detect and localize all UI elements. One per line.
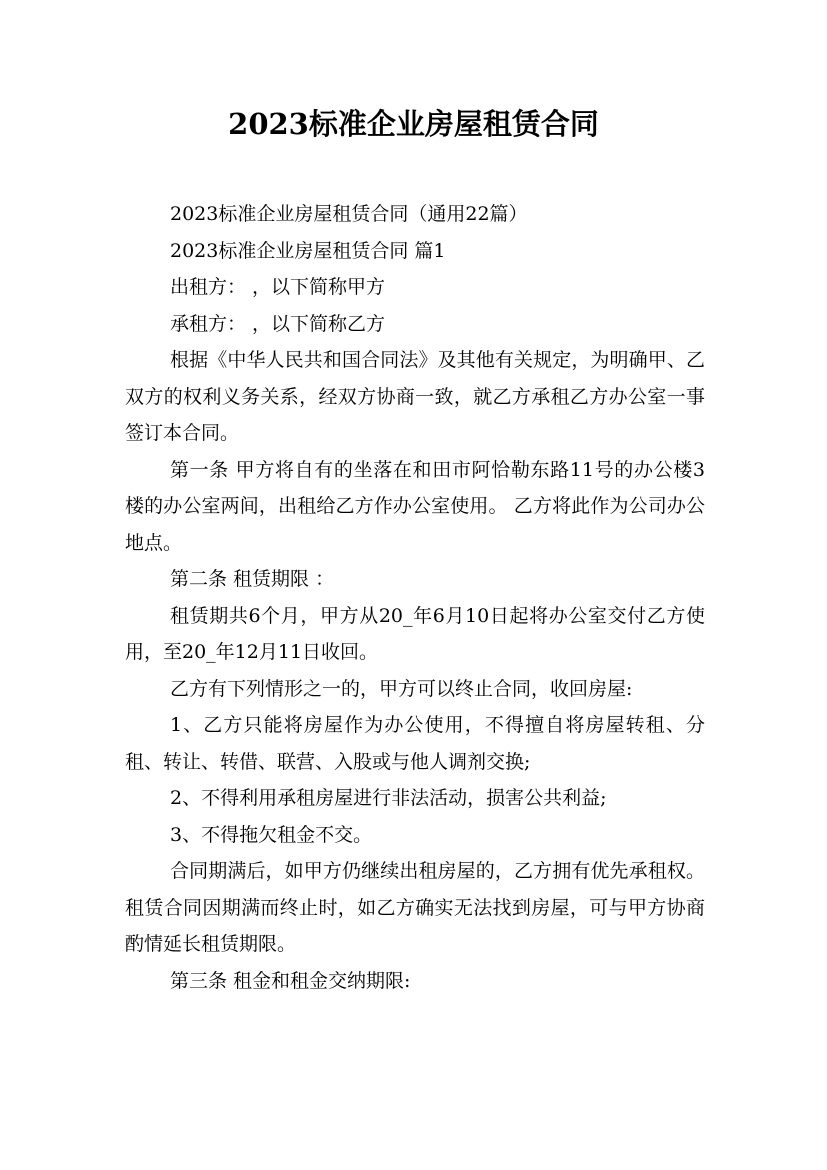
paragraph-lessor: 出租方： ，以下简称甲方	[170, 276, 386, 298]
list-item-condition-2: 2、不得利用承租房屋进行非法活动，损害公共利益;	[170, 787, 607, 809]
list-item-condition-1: 1、乙方只能将房屋作为办公使用，不得擅自将房屋转租、分租、转让、转借、联营、入股或与他人调剂交换;	[125, 714, 705, 773]
paragraph-lessee: 承租方： ，以下简称乙方	[170, 312, 386, 335]
heading-article-2: 第二条 租赁期限 ：	[170, 568, 335, 590]
paragraph-contract-collection: 2023标准企业房屋租赁合同（通用22篇）	[170, 203, 528, 225]
paragraph-lease-term: 租赁期共6个月，甲方从20_年6月10日起将办公室交付乙方使用，至20_年12月11日收回。	[125, 604, 705, 663]
paragraph-termination-conditions: 乙方有下列情形之一的，甲方可以终止合同，收回房屋:	[170, 677, 633, 700]
document-title: 2023标准企业房屋租赁合同	[228, 107, 599, 141]
paragraph-preamble: 根据《中华人民共和国合同法》及其他有关规定，为明确甲、乙双方的权利义务关系，经双方协商一致，就乙方承租乙方办公室一事签订本合同。	[125, 349, 705, 444]
heading-article-3: 第三条 租金和租金交纳期限:	[170, 969, 411, 992]
document-body	[125, 196, 705, 999]
list-item-condition-3: 3、不得拖欠租金不交。	[170, 823, 373, 846]
paragraph-renewal: 合同期满后，如甲方仍继续出租房屋的，乙方拥有优先承租权。 租赁合同因期满而终止时，如乙方确实无法找到房屋，可与甲方协商酌情延长租赁期限。	[125, 860, 705, 955]
paragraph-article-1: 第一条 甲方将自有的坐落在和田市阿恰勒东路11号的办公楼3楼的办公室两间，出租给乙方作办公室使用。 乙方将此作为公司办公地点。	[125, 458, 705, 554]
paragraph-contract-number: 2023标准企业房屋租赁合同 篇1	[170, 239, 446, 262]
